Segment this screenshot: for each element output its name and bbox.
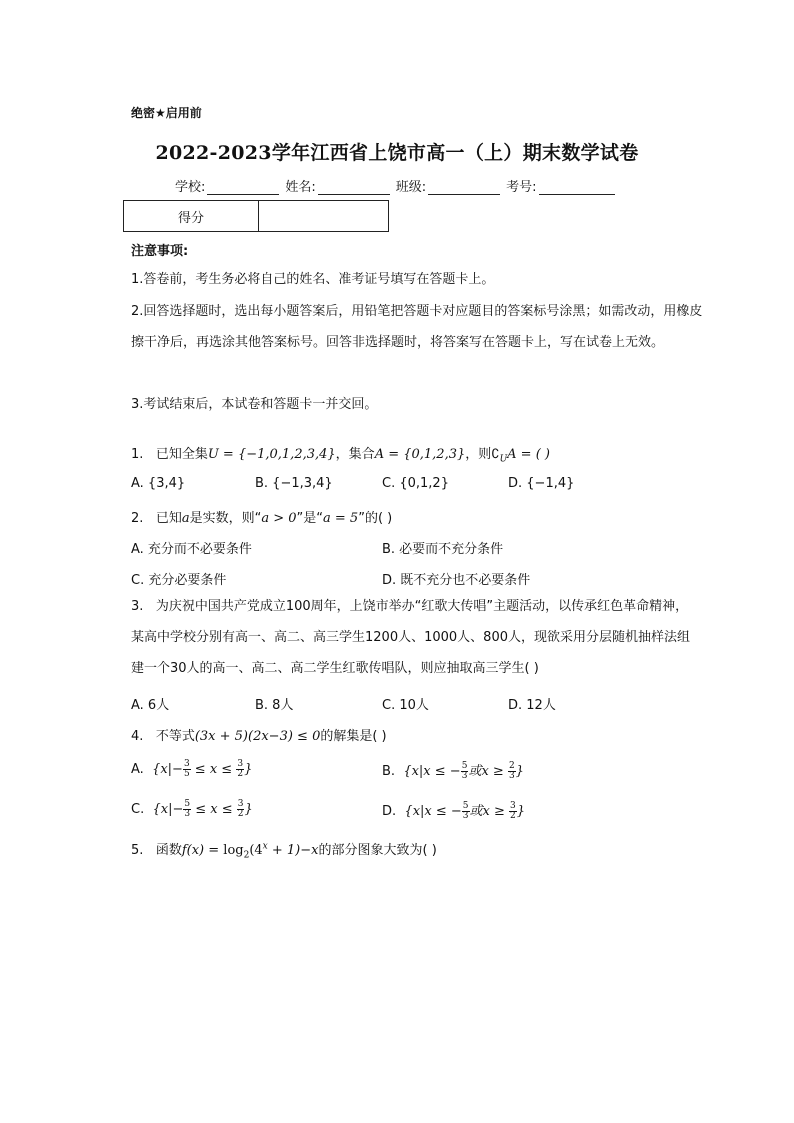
- q3-option-d[interactable]: D. 12人: [508, 698, 556, 713]
- name-blank[interactable]: [318, 180, 390, 195]
- denominator: 3: [462, 811, 469, 821]
- option-label: C.: [131, 802, 145, 817]
- score-table: [123, 200, 389, 232]
- question-5: [131, 839, 437, 861]
- numerator: 3: [237, 759, 244, 769]
- q1-math-end: A = ( ): [507, 447, 550, 462]
- denominator: 2: [510, 811, 516, 821]
- q2-number: 2.: [131, 511, 144, 526]
- notice-item-2: 2.回答选择题时，选出每小题答案后，用铅笔把答题卡对应题目的答案标号涂黑；如需改动，用橡皮擦干净后，再选涂其他答案标号。回答非选择题时，将答案写在答题卡上，写在试卷上无效。: [131, 304, 703, 350]
- q1-complement-symbol: ∁: [491, 447, 500, 462]
- notice-title: 注意事项:: [131, 244, 189, 259]
- q4-number: 4.: [131, 729, 144, 744]
- q4-text: 不等式: [155, 729, 195, 744]
- q2-text: ”是“: [296, 511, 324, 526]
- q5-text: 函数: [155, 843, 182, 858]
- option-label: B.: [382, 764, 396, 779]
- numerator: 5: [184, 799, 191, 809]
- q2-math: a = 5: [323, 511, 359, 526]
- math: }: [516, 804, 526, 819]
- math: 或x ≥: [468, 764, 508, 779]
- fraction: [183, 800, 191, 819]
- q1-option-b[interactable]: B. {−1,3,4}: [255, 476, 333, 491]
- q2-math: a > 0: [261, 511, 297, 526]
- notice-item-3: 3.考试结束后，本试卷和答题卡一并交回。: [131, 397, 378, 412]
- q5-log: log: [223, 843, 244, 858]
- question-4: [131, 725, 387, 744]
- name-label: 姓名:: [285, 180, 316, 195]
- denominator: 2: [237, 809, 244, 819]
- math: }: [515, 764, 524, 779]
- school-blank[interactable]: [207, 180, 279, 195]
- exam-title: 2022-2023学年江西省上饶市高一（上）期末数学试卷: [155, 142, 639, 164]
- q4-option-a[interactable]: [131, 760, 252, 779]
- class-label: 班级:: [395, 180, 427, 195]
- q2-option-d[interactable]: D. 既不充分也不必要条件: [382, 573, 531, 588]
- q5-number: 5.: [131, 843, 144, 858]
- option-label: A.: [131, 762, 144, 777]
- class-blank[interactable]: [428, 180, 500, 195]
- math: 或x ≥: [469, 804, 510, 819]
- denominator: 5: [183, 769, 190, 779]
- score-label: 得分: [124, 201, 259, 231]
- q1-option-d[interactable]: D. {−1,4}: [508, 476, 575, 491]
- q1-subscript: U: [499, 454, 508, 465]
- q1-text: ，则: [465, 447, 492, 462]
- q2-option-b[interactable]: B. 必要而不充分条件: [382, 542, 504, 557]
- denominator: 3: [461, 771, 468, 781]
- fraction: [183, 760, 191, 779]
- denominator: 3: [508, 771, 515, 781]
- math: {x|x ≤ −: [403, 764, 461, 779]
- q1-math-a: A = {0,1,2,3}: [374, 447, 466, 462]
- q1-math-u: U = {−1,0,1,2,3,4}: [207, 447, 336, 462]
- q3-number: 3.: [131, 599, 144, 614]
- fraction: [236, 760, 244, 779]
- q4-option-b[interactable]: [382, 760, 524, 781]
- q1-option-c[interactable]: C. {0,1,2}: [382, 476, 449, 491]
- numerator: 3: [510, 801, 516, 811]
- question-2: [131, 507, 392, 526]
- q2-math: a: [181, 511, 190, 526]
- q4-text: 的解集是( ): [320, 729, 387, 744]
- fraction: [508, 762, 516, 781]
- numerator: 5: [461, 761, 468, 771]
- math: ≤ x ≤: [190, 762, 237, 777]
- q2-text: 是实数，则“: [189, 511, 262, 526]
- fraction: [462, 802, 470, 821]
- option-label: D.: [382, 804, 397, 819]
- q3-option-b[interactable]: B. 8人: [255, 698, 294, 713]
- question-1: [131, 443, 550, 465]
- q1-text: ，集合: [335, 447, 375, 462]
- q2-option-a[interactable]: A. 充分而不必要条件: [131, 542, 252, 557]
- numerator: 3: [237, 799, 244, 809]
- q5-math: + 1)−x: [267, 843, 319, 858]
- q5-math: f(x) =: [181, 843, 224, 858]
- exam-no-label: 考号:: [506, 180, 537, 195]
- notice-item-1: 1.答卷前，考生务必将自己的姓名、准考证号填写在答题卡上。: [131, 272, 495, 287]
- math: {x|x ≤ −: [404, 804, 462, 819]
- q3-option-a[interactable]: A. 6人: [131, 698, 170, 713]
- q4-option-d[interactable]: [382, 800, 525, 821]
- q1-text: 已知全集: [155, 447, 208, 462]
- fraction: [509, 802, 517, 821]
- q5-exponent: x: [262, 841, 268, 852]
- q3-option-c[interactable]: C. 10人: [382, 698, 429, 713]
- math: {x|−: [152, 802, 184, 817]
- math: }: [244, 762, 253, 777]
- q2-option-c[interactable]: C. 充分必要条件: [131, 573, 227, 588]
- numerator: 3: [183, 759, 190, 769]
- student-info-row: [175, 176, 621, 195]
- q5-text: 的部分图象大致为( ): [318, 843, 437, 858]
- score-value-cell[interactable]: [259, 201, 388, 231]
- q4-option-c[interactable]: [131, 800, 253, 819]
- exam-no-blank[interactable]: [539, 180, 615, 195]
- math: {x|−: [152, 762, 183, 777]
- q5-log-base: 2: [243, 850, 250, 861]
- math: }: [244, 802, 253, 817]
- q3-stem: 为庆祝中国共产党成立100周年，上饶市举办“红歌大传唱”主题活动，以传承红色革命精神，某高中学校分别有高一、高二、高三学生1200人、1000人、800人，现欲采用分层随机抽样法组建一个30人的高一、高二、高二学生红歌传唱队，则应抽取高三学生( ): [131, 599, 690, 676]
- q2-text: ”的( ): [358, 511, 393, 526]
- q5-math: (4: [249, 843, 263, 858]
- q1-number: 1.: [131, 447, 144, 462]
- q1-option-a[interactable]: A. {3,4}: [131, 476, 186, 491]
- denominator: 2: [237, 769, 244, 779]
- question-3: [131, 591, 697, 684]
- numerator: 5: [462, 801, 469, 811]
- confidential-mark: 绝密★启用前: [131, 106, 202, 120]
- denominator: 3: [184, 809, 191, 819]
- school-label: 学校:: [175, 180, 206, 195]
- numerator: 2: [508, 761, 515, 771]
- q4-math: (3x + 5)(2x−3) ≤ 0: [194, 729, 321, 744]
- q2-text: 已知: [155, 511, 182, 526]
- math: ≤ x ≤: [191, 802, 237, 817]
